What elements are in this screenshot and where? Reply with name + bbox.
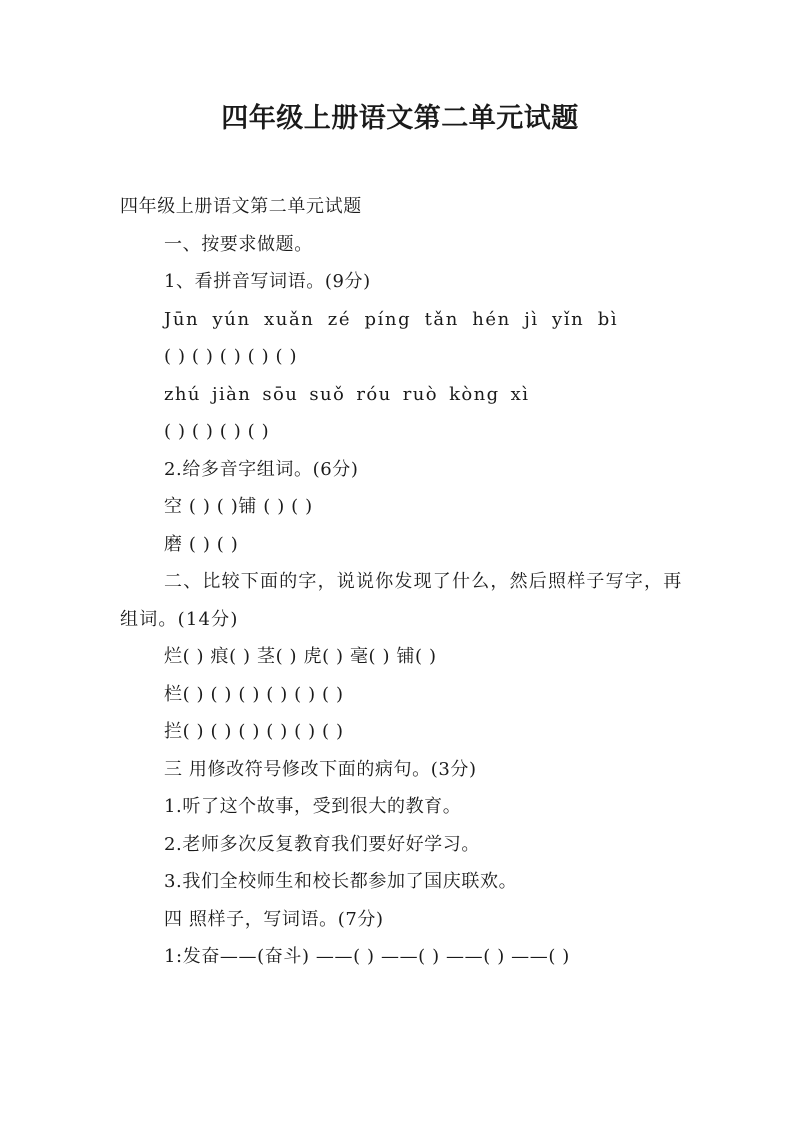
question-1-prompt: 1、看拼音写词语。(9分): [164, 271, 371, 292]
char-compare-row-2: 栏( ) ( ) ( ) ( ) ( ) ( ): [164, 683, 344, 705]
section-four-heading: 四 照样子，写词语。(7分): [164, 908, 384, 930]
answer-blanks-row-2: ( ) ( ) ( ) ( ): [164, 421, 270, 442]
word-pattern-row-1: 1:发奋——(奋斗) ——( ) ——( ) ——( ) ——( ): [164, 946, 570, 967]
answer-blanks-row-1: ( ) ( ) ( ) ( ) ( ): [164, 346, 298, 367]
polyphone-row-1: 空 ( ) ( )铺 ( ) ( ): [164, 496, 313, 517]
document-body: [120, 188, 685, 976]
section-three-heading: 三 用修改符号修改下面的病句。(3分): [164, 758, 477, 780]
page-title: 四年级上册语文第二单元试题: [221, 103, 579, 134]
sentence-2: 2.老师多次反复教育我们要好好学习。: [164, 833, 480, 855]
pinyin-row-2: zhú jiàn sōu suǒ róu ruò kòng xì: [164, 383, 530, 405]
sentence-3: 3.我们全校师生和校长都参加了国庆联欢。: [164, 871, 518, 892]
sentence-1: 1.听了这个故事，受到很大的教育。: [164, 796, 462, 817]
doc-heading-line: 四年级上册语文第二单元试题: [120, 196, 362, 217]
pinyin-row-1: Jūn yún xuǎn zé píng tǎn hén jì yǐn bì: [164, 308, 619, 330]
char-compare-row-1: 烂( ) 痕( ) 茎( ) 虎( ) 毫( ) 铺( ): [164, 646, 437, 667]
question-2-prompt: 2.给多音字组词。(6分): [164, 458, 359, 480]
polyphone-row-2: 磨 ( ) ( ): [164, 533, 239, 555]
char-compare-row-3: 拦( ) ( ) ( ) ( ) ( ) ( ): [164, 721, 344, 742]
section-one-heading: 一、按要求做题。: [164, 233, 313, 255]
section-two-heading: 二、比较下面的字，说说你发现了什么，然后照样子写字，再组词。(14分): [120, 571, 683, 630]
